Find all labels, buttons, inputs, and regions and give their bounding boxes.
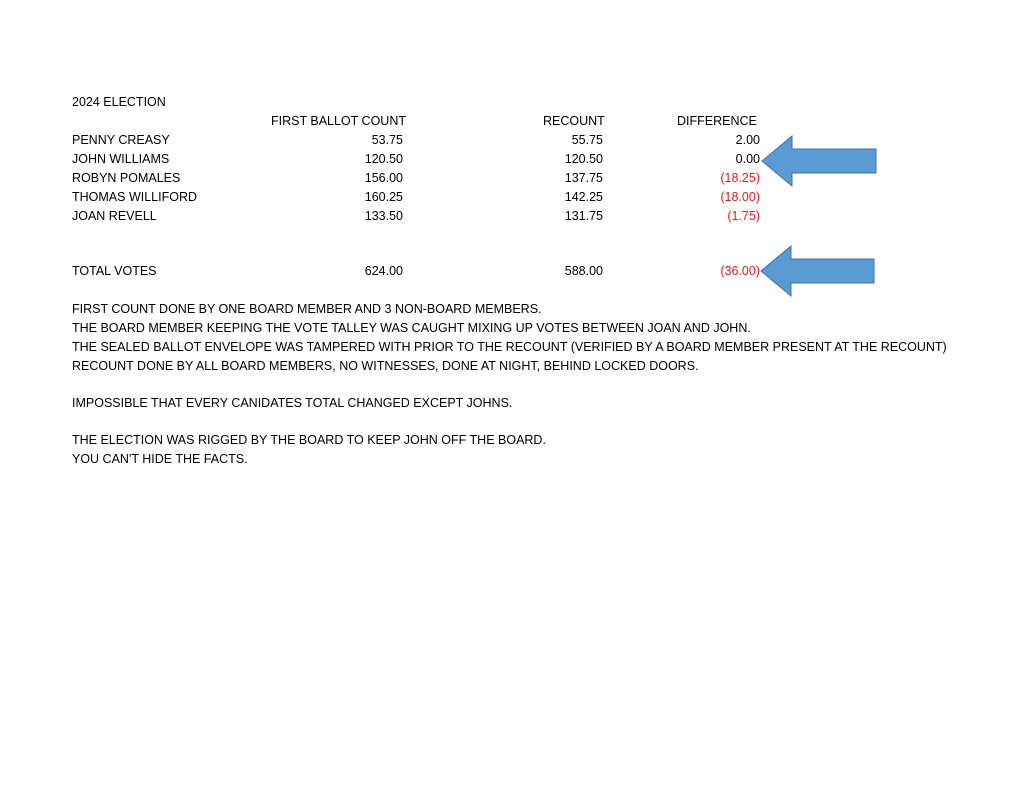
candidate-name: THOMAS WILLIFORD: [72, 190, 198, 204]
note-line: YOU CAN'T HIDE THE FACTS.: [72, 452, 248, 466]
header-first-ballot-count: FIRST BALLOT COUNT: [271, 114, 406, 128]
note-line: THE BOARD MEMBER KEEPING THE VOTE TALLEY WAS CAUGHT MIXING UP VOTES BETWEEN JOAN AND JOHN.: [72, 321, 751, 335]
note-line: FIRST COUNT DONE BY ONE BOARD MEMBER AND 3 NON-BOARD MEMBERS.: [72, 302, 542, 316]
note-line: THE ELECTION WAS RIGGED BY THE BOARD TO KEEP JOHN OFF THE BOARD.: [72, 433, 546, 447]
note-line: THE SEALED BALLOT ENVELOPE WAS TAMPERED WITH PRIOR TO THE RECOUNT (VERIFIED BY A BOARD MEMBER PRESENT AT THE RECOUNT): [72, 340, 947, 354]
first-count-value: 156.00: [364, 171, 403, 185]
note-line: RECOUNT DONE BY ALL BOARD MEMBERS, NO WITNESSES, DONE AT NIGHT, BEHIND LOCKED DOORS.: [72, 359, 699, 373]
total-first-count: 624.00: [364, 264, 403, 278]
candidate-name: ROBYN POMALES: [72, 171, 181, 185]
header-recount: RECOUNT: [543, 114, 605, 128]
document-title: 2024 ELECTION: [72, 95, 166, 109]
recount-value: 142.25: [564, 190, 603, 204]
left-arrow-icon: [760, 245, 878, 297]
first-count-value: 133.50: [364, 209, 403, 223]
recount-value: 131.75: [564, 209, 603, 223]
candidate-name: JOAN REVELL: [72, 209, 157, 223]
recount-value: 55.75: [571, 133, 603, 147]
note-line: IMPOSSIBLE THAT EVERY CANIDATES TOTAL CHANGED EXCEPT JOHNS.: [72, 396, 513, 410]
left-arrow-icon: [761, 135, 879, 187]
recount-value: 120.50: [564, 152, 603, 166]
total-label: TOTAL VOTES: [72, 264, 157, 278]
difference-value: (18.00): [720, 190, 760, 204]
total-difference: (36.00): [720, 264, 760, 278]
total-recount: 588.00: [564, 264, 603, 278]
recount-value: 137.75: [564, 171, 603, 185]
difference-value: (18.25): [720, 171, 760, 185]
candidate-name: PENNY CREASY: [72, 133, 170, 147]
difference-value: 0.00: [735, 152, 760, 166]
first-count-value: 160.25: [364, 190, 403, 204]
header-difference: DIFFERENCE: [677, 114, 757, 128]
first-count-value: 53.75: [371, 133, 403, 147]
difference-value: (1.75): [727, 209, 760, 223]
candidate-name: JOHN WILLIAMS: [72, 152, 170, 166]
first-count-value: 120.50: [364, 152, 403, 166]
difference-value: 2.00: [735, 133, 760, 147]
